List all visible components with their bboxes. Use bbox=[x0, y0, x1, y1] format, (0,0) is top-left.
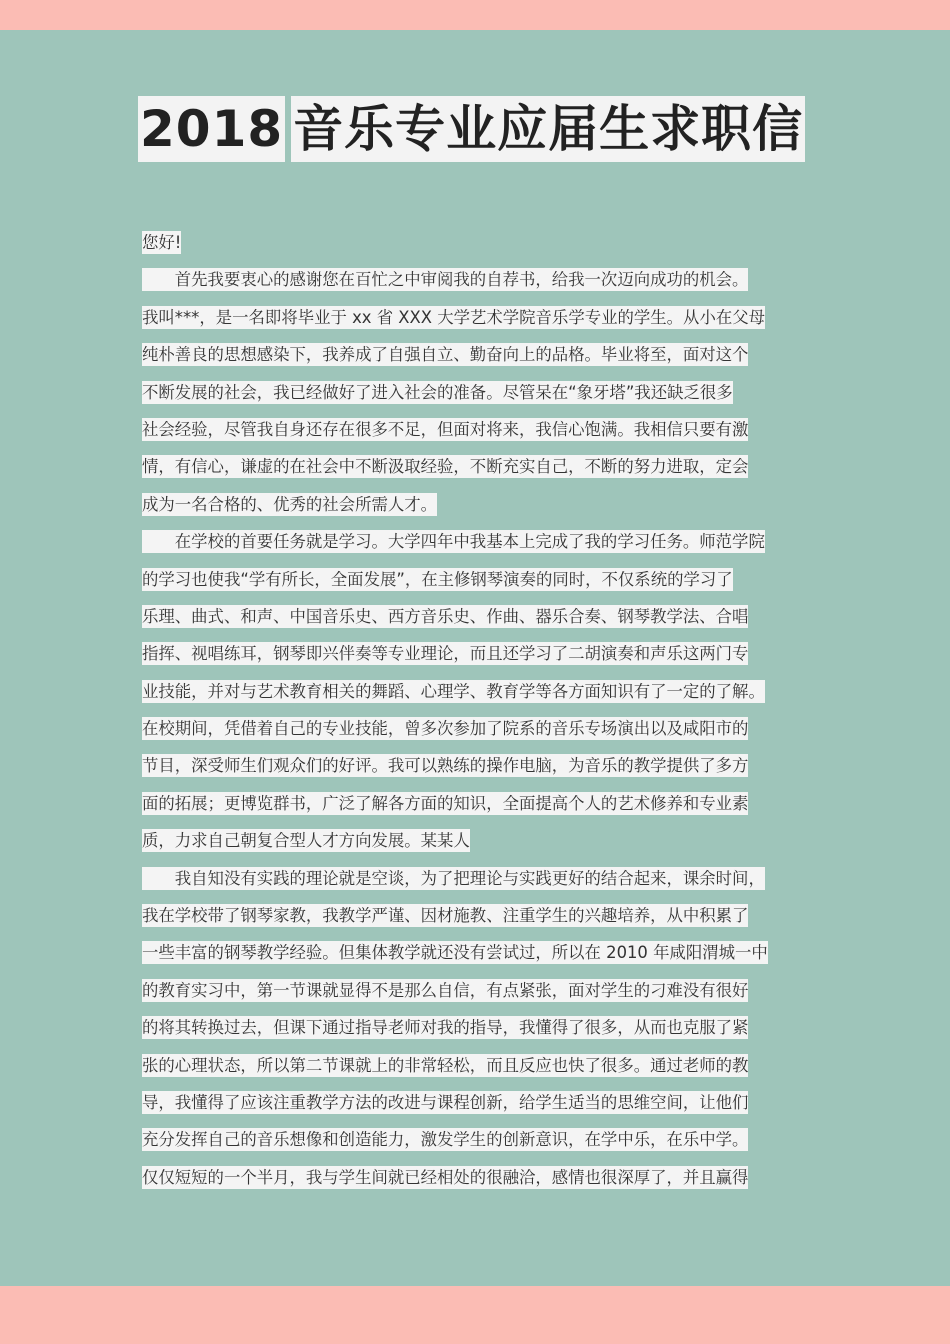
text-line-content: 社会经验，尽管我自身还存在很多不足，但面对将来，我信心饱满。我相信只要有激 bbox=[142, 419, 749, 439]
text-line-content: 我叫***，是一名即将毕业于 xx 省 XXX 大学艺术学院音乐学专业的学生。从小在父母 bbox=[142, 307, 766, 327]
text-line bbox=[142, 673, 812, 710]
text-line bbox=[142, 860, 812, 897]
text-line-content: 指挥、视唱练耳，钢琴即兴伴奏等专业理论，而且还学习了二胡演奏和声乐这两门专 bbox=[142, 644, 749, 664]
text-line bbox=[142, 785, 812, 822]
text-line bbox=[142, 1159, 812, 1196]
text-line-content: 不断发展的社会，我已经做好了进入社会的准备。尽管呆在“象牙塔”我还缺乏很多 bbox=[142, 382, 733, 402]
text-line-content: 质，力求自己朝复合型人才方向发展。某某人 bbox=[142, 831, 470, 851]
text-line-content: 的将其转换过去，但课下通过指导老师对我的指导，我懂得了很多，从而也克服了紧 bbox=[142, 1018, 749, 1038]
text-line bbox=[142, 411, 812, 448]
text-line-content: 成为一名合格的、优秀的社会所需人才。 bbox=[142, 494, 438, 514]
text-line-content: 面的拓展；更博览群书，广泛了解各方面的知识，全面提高个人的艺术修养和专业素 bbox=[142, 793, 749, 813]
text-line bbox=[142, 336, 812, 373]
text-line bbox=[142, 598, 812, 635]
text-line bbox=[142, 747, 812, 784]
text-line bbox=[142, 374, 812, 411]
text-line-content: 您好! bbox=[142, 233, 182, 252]
text-line-content: 我自知没有实践的理论就是空谈，为了把理论与实践更好的结合起来，课余时间， bbox=[142, 868, 765, 888]
title-text: 音乐专业应届生求职信 bbox=[291, 96, 805, 162]
text-line-content: 一些丰富的钢琴教学经验。但集体教学就还没有尝试过，所以在 2010 年咸阳渭城一中 bbox=[142, 943, 768, 963]
text-line-content: 纯朴善良的思想感染下，我养成了自强自立、勤奋向上的品格。毕业将至，面对这个 bbox=[142, 345, 749, 365]
text-line bbox=[142, 710, 812, 747]
text-line-content: 仅仅短短的一个半月，我与学生间就已经相处的很融洽，感情也很深厚了，并且赢得 bbox=[142, 1167, 749, 1187]
text-line-content: 情，有信心，谦虚的在社会中不断汲取经验，不断充实自己，不断的努力进取，定会 bbox=[142, 457, 749, 477]
text-line bbox=[142, 561, 812, 598]
text-line bbox=[142, 1121, 812, 1158]
text-line-content: 在学校的首要任务就是学习。大学四年中我基本上完成了我的学习任务。师范学院 bbox=[142, 532, 765, 552]
top-band bbox=[0, 0, 950, 30]
text-line-content: 节目，深受师生们观众们的好评。我可以熟练的操作电脑，为音乐的教学提供了多方 bbox=[142, 756, 749, 776]
text-line-content: 业技能，并对与艺术教育相关的舞蹈、心理学、教育学等各方面知识有了一定的了解。 bbox=[142, 681, 765, 701]
text-line-content: 的学习也使我“学有所长，全面发展”，在主修钢琴演奏的同时，不仅系统的学习了 bbox=[142, 569, 733, 589]
text-line bbox=[142, 299, 812, 336]
text-line-content: 张的心理状态，所以第二节课就上的非常轻松，而且反应也快了很多。通过老师的教 bbox=[142, 1055, 749, 1075]
text-line bbox=[142, 635, 812, 672]
page-title bbox=[138, 96, 805, 162]
text-line bbox=[142, 224, 812, 261]
text-line bbox=[142, 972, 812, 1009]
text-line bbox=[142, 897, 812, 934]
text-line bbox=[142, 523, 812, 560]
text-line-content: 导，我懂得了应该注重教学方法的改进与课程创新，给学生适当的思维空间，让他们 bbox=[142, 1092, 749, 1112]
text-line bbox=[142, 1084, 812, 1121]
text-line-content: 我在学校带了钢琴家教，我教学严谨、因材施教、注重学生的兴趣培养，从中积累了 bbox=[142, 906, 749, 926]
text-line bbox=[142, 261, 812, 298]
text-line-content: 充分发挥自己的音乐想像和创造能力，激发学生的创新意识，在学中乐，在乐中学。 bbox=[142, 1130, 749, 1150]
title-year: 2018 bbox=[138, 96, 285, 162]
text-line bbox=[142, 1047, 812, 1084]
text-line-content: 乐理、曲式、和声、中国音乐史、西方音乐史、作曲、器乐合奏、钢琴教学法、合唱 bbox=[142, 606, 749, 626]
text-line bbox=[142, 448, 812, 485]
text-line-content: 首先我要衷心的感谢您在百忙之中审阅我的自荐书，给我一次迈向成功的机会。 bbox=[142, 270, 749, 290]
text-line-content: 在校期间，凭借着自己的专业技能，曾多次参加了院系的音乐专场演出以及咸阳市的 bbox=[142, 719, 749, 739]
text-line bbox=[142, 934, 812, 971]
text-line bbox=[142, 486, 812, 523]
text-line-content: 的教育实习中，第一节课就显得不是那么自信，有点紧张，面对学生的刁难没有很好 bbox=[142, 980, 749, 1000]
bottom-band bbox=[0, 1286, 950, 1344]
letter-body bbox=[142, 224, 812, 1196]
text-line bbox=[142, 1009, 812, 1046]
text-line bbox=[142, 822, 812, 859]
